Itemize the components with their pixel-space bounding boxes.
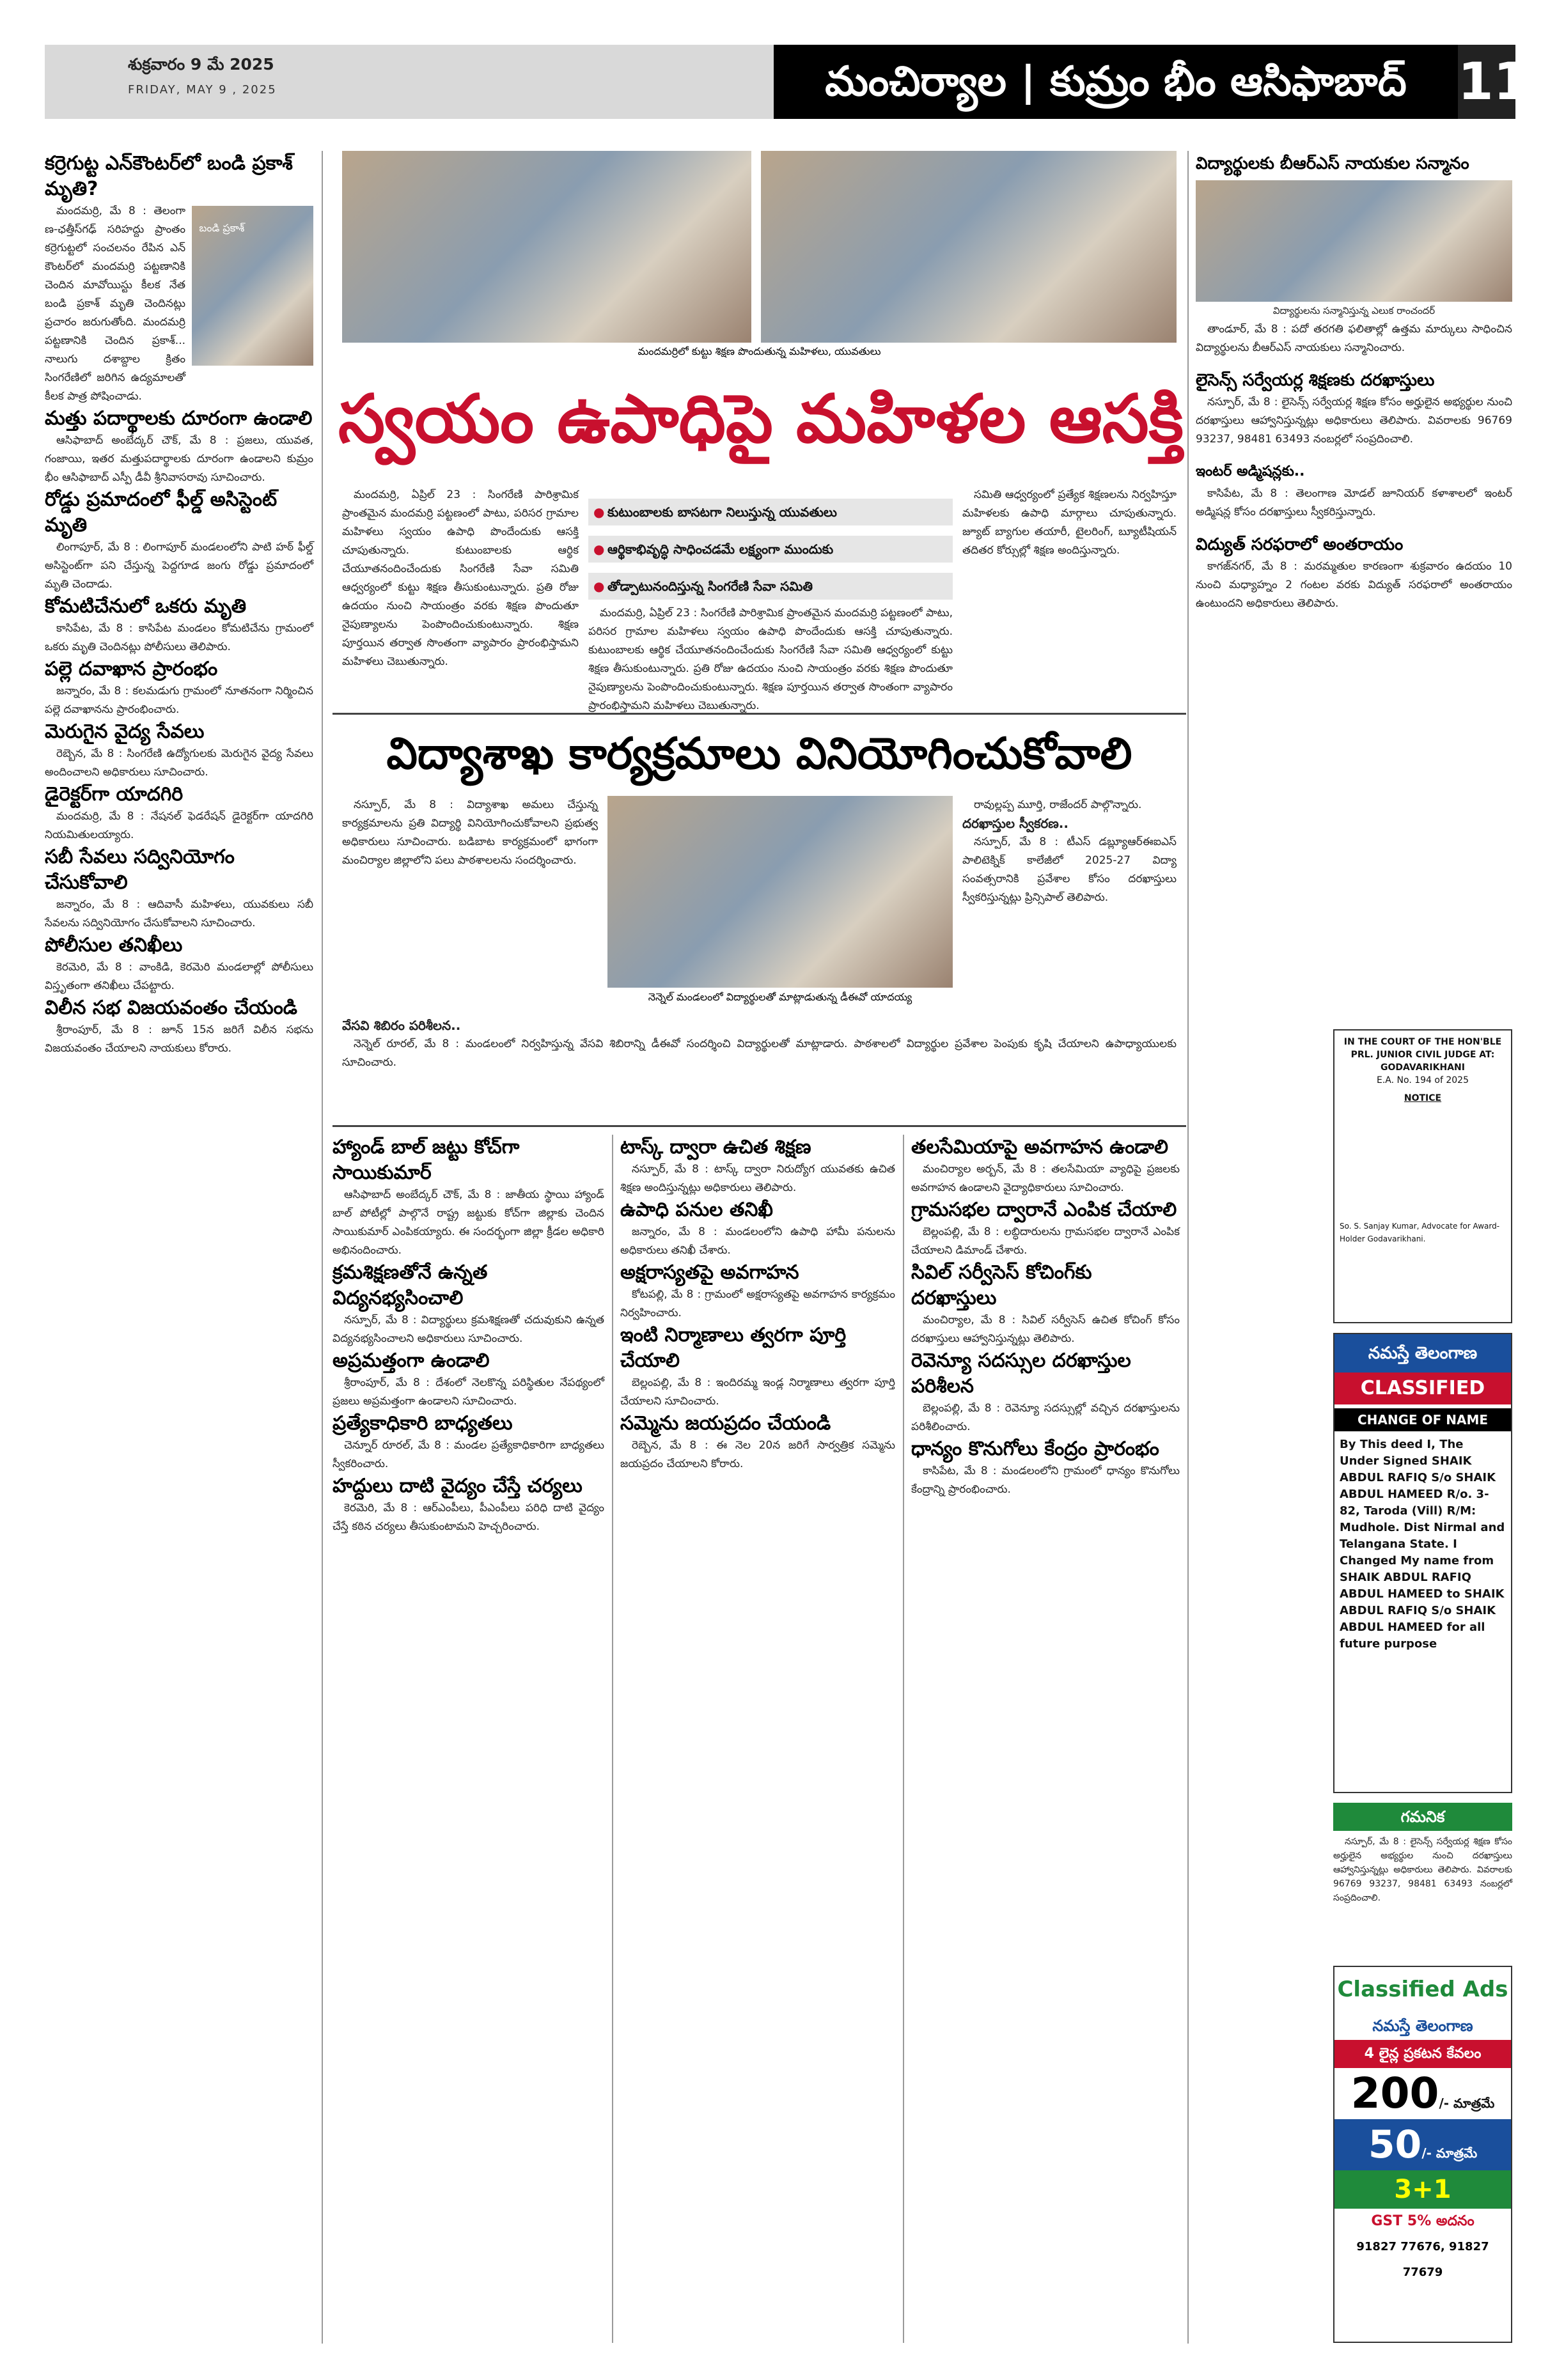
- headline: రోడ్డు ప్రమాదంలో ఫీల్డ్ అసిస్టెంట్ మృతి: [45, 488, 278, 536]
- headline: మెరుగైన వైద్య సేవలు: [45, 720, 205, 743]
- headline: డైరెక్టర్‌గా యాదగిరి: [45, 783, 184, 805]
- story-text: నెన్నెల్ రూరల్, మే 8 : మండలంలో నిర్వహిస్తున్న వేసవి శిబిరాన్ని డీఈవో సందర్శించి విద్యార్థులతో మాట్లాడారు. పాఠశాలలో విద్యార్థుల ప్రవేశాల పెంపుకు కృషి చేయాలని ఉపాధ్యాయులకు సూచించారు.: [342, 1038, 1177, 1069]
- story: [333, 1135, 604, 1260]
- story-text: సమితి ఆధ్వర్యంలో ప్రత్యేక శిక్షణలను నిర్వహిస్తూ మహిళలకు ఉపాధి మార్గాలు చూపుతున్నారు. జ్యూట్ బ్యాగుల తయారీ, టైలరింగ్, బ్యూటీషియన్ తదితర కోర్సుల్లో శిక్షణ అందిస్తున్నారు.: [962, 488, 1177, 557]
- story: [911, 1197, 1180, 1260]
- headline: ధాన్యం కొనుగోలు కేంద్రం ప్రారంభం: [911, 1438, 1159, 1460]
- story-text: బెల్లంపల్లి, మే 8 : ఇందిరమ్మ ఇండ్ల నిర్మాణాలు త్వరగా పూర్తి చేయాలని సూచించారు.: [620, 1376, 895, 1408]
- story-text: బెల్లంపల్లి, మే 8 : లబ్ధిదారులను గ్రామసభల ద్వారానే ఎంపిక చేయాలని డిమాండ్ చేశారు.: [911, 1225, 1180, 1257]
- story: [911, 1348, 1180, 1436]
- court-name: IN THE COURT OF THE HON'BLE PRL. JUNIOR CIVIL JUDGE AT: GODAVARIKHANI: [1343, 1037, 1502, 1073]
- advocate-sign: So. S. Sanjay Kumar, Advocate for Award-Holder Godavarikhani.: [1340, 1222, 1500, 1243]
- price-label: 4 లైన్ల ప్రకటన కేవలం: [1334, 2040, 1511, 2068]
- contact-numbers: 91827 77676, 91827 77679: [1356, 2240, 1489, 2279]
- story-text: మందమర్రి, ఏప్రిల్ 23 : సింగరేణి పారిశ్రామిక ప్రాంతమైన మందమర్రి పట్టణంలో పాటు, పరిసర గ్రామాల మహిళలు స్వయం ఉపాధి పొందేందుకు ఆసక్తి చూపుతున్నారు. కుటుంబాలకు ఆర్థిక చేయూతనందించేందుకు సింగరేణి సేవా సమితి ఆధ్వర్యంలో కుట్టు శిక్షణ తీసుకుంటున్నారు. ప్రతి రోజు ఉదయం నుంచి సాయంత్రం వరకు శిక్షణ పొందుతూ నైపుణ్యాలను పెంపొందించుకుంటున్నారు. శిక్షణ పూర్తయిన తర్వాత సొంతంగా వ్యాపారం ప్రారంభిస్తామని మహిళలు చెబుతున్నారు.: [588, 607, 953, 712]
- story-text: కాగజ్‌నగర్, మే 8 : మరమ్మతుల కారణంగా శుక్రవారం ఉదయం 10 నుంచి మధ్యాహ్నం 2 గంటల వరకు విద్యుత్ సరఫరాలో అంతరాయం ఉంటుందని అధికారులు తెలిపారు.: [1196, 560, 1512, 610]
- story-text: రెబ్బెన, మే 8 : ఈ నెల 20న జరిగే సార్వత్రిక సమ్మెను జయప్రదం చేయాలని కోరారు.: [620, 1439, 895, 1470]
- date-english: FRIDAY, MAY 9 , 2025: [128, 83, 277, 97]
- highlight-item: ● తోడ్పాటునందిస్తున్న సింగరేణి సేవా సమితి: [588, 573, 953, 600]
- col1-story-10: [45, 995, 313, 1058]
- extra-price: 50: [1368, 2122, 1422, 2167]
- middle-column-3: [911, 1135, 1180, 2343]
- school-visit-photo: [607, 796, 953, 988]
- story-text: మందమర్రి, ఏప్రిల్ 23 : సింగరేణి పారిశ్రామిక ప్రాంతమైన మందమర్రి పట్టణంలో పాటు, పరిసర గ్రామాల మహిళలు స్వయం ఉపాధి పొందేందుకు ఆసక్తి చూపుతున్నారు. కుటుంబాలకు ఆర్థిక చేయూతనందించేందుకు సింగరేణి సేవా సమితి ఆధ్వర్యంలో కుట్టు శిక్షణ తీసుకుంటున్నారు. ప్రతి రోజు ఉదయం నుంచి సాయంత్రం వరకు శిక్షణ పొందుతూ నైపుణ్యాలను పెంపొందించుకుంటున్నారు. శిక్షణ పూర్తయిన తర్వాత సొంతంగా వ్యాపారం ప్రారంభిస్తామని మహిళలు చెబుతున్నారు.: [342, 488, 579, 668]
- headline: హ్యాండ్ బాల్ జట్టు కోచ్‌గా సాయికుమార్: [333, 1136, 520, 1184]
- column-divider: [903, 1135, 904, 2343]
- story1-text-a: [342, 486, 579, 703]
- story-text: రావుల్లప్ప మూర్తి, రాజేందర్ పాల్గొన్నారు.: [974, 798, 1142, 811]
- story-text: లింగాపూర్, మే 8 : లింగాపూర్ మండలంలోని పాటి హఠ్ ఫీల్డ్ అసిస్టెంట్‌గా పని చేస్తున్న పెద్దగూడ జంగు రోడ్డు ప్రమాదంలో మృతి చెందాడు.: [45, 541, 313, 591]
- column-divider: [612, 1135, 613, 2343]
- page-number: 11: [1458, 45, 1515, 119]
- gamanika-text: [1333, 1835, 1512, 1956]
- story: [911, 1135, 1180, 1197]
- headline: ప్రత్యేకాధికారి బాధ్యతలు: [333, 1412, 513, 1435]
- story: [620, 1411, 895, 1474]
- photo-caption: నెన్నెల్ మండలంలో విద్యార్థులతో మాట్లాడుతున్న డీఈవో యాదయ్య: [648, 991, 912, 1003]
- story-text: మందమర్రి, మే 8 : తెలంగా ణ-ఛత్తీస్‌గఢ్ సరిహద్దు ప్రాంతం కర్రెగుట్టలో సంచలనం రేపిన ఎన్ కౌంటర్‌లో మందమర్రి పట్టణానికి చెందిన మావోయిస్టు కీలక నేత బండి ప్రకాశ్ మృతి చెందినట్లు ప్రచారం జరుగుతోంది. మందమర్రి పట్టణానికి చెందిన ప్రకాశ్... నాలుగు దశాబ్దాల క్రితం సింగరేణిలో జరిగిన ఉద్యమాలతో కీలక పాత్ర పోషించాడు.: [45, 205, 185, 403]
- headline: గ్రామసభల ద్వారానే ఎంపిక చేయాలి: [911, 1199, 1177, 1221]
- photo-caption: మందమర్రిలో కుట్టు శిక్షణ పొందుతున్న మహిళలు, యువతులు: [638, 345, 881, 357]
- story1-text-c: [962, 486, 1177, 703]
- story-text: శ్రీరాంపూర్, మే 8 : జూన్ 15న జరిగే విలీన సభను విజయవంతం చేయాలని నాయకులు కోరారు.: [45, 1023, 313, 1055]
- headline: కోమటిచేనులో ఒకరు మృతి: [45, 595, 247, 618]
- story: [620, 1135, 895, 1197]
- middle-column-1: [333, 1135, 604, 2343]
- subhead: దరఖాస్తుల స్వీకరణ..: [962, 816, 1068, 831]
- story-text: మంచిర్యాల, మే 8 : సివిల్ సర్వీసెస్ ఉచిత కోచింగ్ కోసం దరఖాస్తులు ఆహ్వానిస్తున్నట్లు తెలిపారు.: [911, 1314, 1180, 1345]
- story: [911, 1260, 1180, 1348]
- subhead: వేసవి శిబిరం పరిశీలన..: [342, 1018, 461, 1033]
- headline: విద్యార్థులకు బీఆర్‌ఎస్ నాయకుల సన్మానం: [1196, 154, 1469, 173]
- story-text: నస్పూర్, మే 8 : లైసెన్స్ సర్వేయర్ల శిక్షణ కోసం అర్హులైన అభ్యర్థుల నుంచి దరఖాస్తులు ఆహ్వానిస్తున్నట్లు అధికారులు తెలిపారు. వివరాలకు 96769 93237, 98481 63493 నంబర్లలో సంప్రదించాలి.: [1196, 396, 1512, 446]
- headline: హద్దులు దాటి వైద్యం చేస్తే చర్యలు: [333, 1475, 583, 1497]
- classified-ad-panel: [1333, 1333, 1512, 1793]
- story-text: మందమర్రి, మే 8 : నేషనల్ ఫెడరేషన్ డైరెక్టర్‌గా యాదగిరి నియమితులయ్యారు.: [45, 810, 313, 841]
- story-text: కాసిపేట, మే 8 : తెలంగాణ మోడల్ జూనియర్ కళాశాలలో ఇంటర్ అడ్మిషన్ల కోసం దరఖాస్తులు స్వీకరిస్తున్నారు.: [1196, 487, 1512, 518]
- headline: కర్రెగుట్ట ఎన్‌కౌంటర్‌లో బండి ప్రకాశ్ మృతి?: [45, 152, 293, 200]
- story-text: మంచిర్యాల అర్బన్, మే 8 : తలసేమియా వ్యాధిపై ప్రజలకు అవగాహన ఉండాలని వైద్యాధికారులు సూచించారు.: [911, 1163, 1180, 1194]
- photo-caption: విద్యార్థులను సన్మానిస్తున్న ఎలుక రాంచందర్: [1272, 305, 1436, 316]
- extra-line-row: [1334, 2119, 1511, 2170]
- classified-banner: CLASSIFIED: [1334, 1373, 1511, 1404]
- highlights-list: [588, 499, 953, 610]
- date-telugu: శుక్రవారం 9 మే 2025: [128, 55, 274, 74]
- section-masthead: మంచిర్యాల | కుమ్రం భీం ఆసిఫాబాద్: [774, 45, 1458, 119]
- section-rule: [333, 1125, 1186, 1127]
- headline: ఇంటి నిర్మాణాలు త్వరగా పూర్తి చేయాలి: [620, 1324, 847, 1372]
- headline: పోలీసుల తనిఖీలు: [45, 934, 183, 956]
- story2-text-d: [342, 1016, 1177, 1119]
- highlight-item: ● ఆర్థికాభివృద్ధి సాధించడమే లక్ష్యంగా ముందుకు: [588, 536, 953, 563]
- col1-story-7: [45, 782, 313, 844]
- headline: సివిల్ సర్వీసెస్ కోచింగ్‌కు దరఖాస్తులు: [911, 1261, 1092, 1309]
- story-text: ఆసిఫాబాద్ అంబేద్కర్ చౌక్, మే 8 : జాతీయ స్థాయి హ్యాండ్ బాల్ పోటీల్లో పాల్గొనే రాష్ట్ర జట్టుకు కోచ్‌గా జిల్లాకు చెందిన సాయికుమార్ ఎంపికయ్యారు. ఈ సందర్భంగా జిల్లా క్రీడల అధికారి అభినందించారు.: [333, 1188, 604, 1257]
- story-text: కెరమెరి, మే 8 : వాంకిడి, కెరమెరి మండలాల్లో పోలీసులు విస్తృతంగా తనిఖీలు చేపట్టారు.: [45, 961, 313, 992]
- story1-text-b: [588, 604, 953, 712]
- classified-rates-ad: [1333, 1966, 1512, 2343]
- highlight-item: ● కుటుంబాలకు బాసటగా నిలుస్తున్న యువతులు: [588, 499, 953, 525]
- headline: అక్షరాస్యతపై అవగాహన: [620, 1261, 799, 1284]
- paper-brand: నమస్తే తెలంగాణ: [1372, 2017, 1473, 2035]
- main-headline: స్వయం ఉపాధిపై మహిళల ఆసక్తి: [338, 380, 1184, 458]
- story-text: జన్నారం, మే 8 : మండలంలోని ఉపాధి హామీ పనులను అధికారులు తనిఖీ చేశారు.: [620, 1225, 895, 1257]
- col1-story-6: [45, 719, 313, 782]
- price-row: [1334, 2068, 1511, 2119]
- headline: క్రమశిక్షణతోనే ఉన్నత విద్యనభ్యసించాలి: [333, 1261, 488, 1309]
- headline: విద్యుత్ సరఫరాలో అంతరాయం: [1196, 535, 1404, 554]
- headline: సబీ సేవలు సద్వినియోగం చేసుకోవాలి: [45, 846, 235, 894]
- felicitation-photo: [1196, 180, 1512, 302]
- training-photo-right: [761, 151, 1177, 343]
- headline: పల్లె దవాఖాన ప్రారంభం: [45, 658, 218, 680]
- story: [333, 1411, 604, 1474]
- col1-story-1: [45, 151, 313, 406]
- column-divider: [1187, 151, 1189, 2344]
- col1-story-9: [45, 933, 313, 995]
- story-text: తాండూర్, మే 8 : పదో తరగతి ఫలితాల్లో ఉత్తమ మార్కులు సాధించిన విద్యార్థులను బీఆర్‌ఎస్ నాయకులు సన్మానించారు.: [1196, 323, 1512, 354]
- section-rule: [333, 713, 1186, 715]
- story-text: ఆసిఫాబాద్ అంబేద్కర్ చౌక్, మే 8 : ప్రజలు, యువత, గంజాయి, ఇతర మత్తుపదార్థాలకు దూరంగా ఉండాలని కుమ్రం భీం ఆసిఫాబాద్ ఎస్పీ డీవీ శ్రీనివాసరావు సూచించారు.: [45, 434, 313, 484]
- story-text: నస్పూర్, మే 8 : విద్యార్థులు క్రమశిక్షణతో చదువుకుని ఉన్నత విద్యనభ్యసించాలని అధికారులు సూచించారు.: [333, 1314, 604, 1345]
- notice-band: గమనిక: [1333, 1803, 1512, 1831]
- col1-story-5: [45, 657, 313, 719]
- story2-text-c: [962, 796, 1177, 1013]
- headline: లైసెన్స్ సర్వేయర్ల శిక్షణకు దరఖాస్తులు: [1196, 371, 1435, 390]
- page-header: [45, 45, 1530, 119]
- story-text: నస్పూర్, మే 8 : టీఎస్ డబ్ల్యూఆర్‌ఈఐఎస్ పాలిటెక్నిక్ కాలేజీలో 2025-27 విద్యా సంవత్సరానికి ప్రవేశాల కోసం దరఖాస్తులు స్వీకరిస్తున్నట్లు ప్రిన్సిపాల్ తెలిపారు.: [962, 836, 1177, 904]
- headline: విలీన సభ విజయవంతం చేయండి: [45, 997, 297, 1019]
- story-text: శ్రీరాంపూర్, మే 8 : దేశంలో నెలకొన్న పరిస్థితుల నేపథ్యంలో ప్రజలు అప్రమత్తంగా ఉండాలని సూచించారు.: [333, 1376, 604, 1408]
- story: [333, 1474, 604, 1536]
- paper-brand: నమస్తే తెలంగాణ: [1334, 1334, 1511, 1373]
- change-of-name-text: By This deed I, The Under Signed SHAIK ABDUL RAFIQ S/o SHAIK ABDUL HAMEED R/o. 3-82, Taroda (Vill) R/M: Mudhole. Dist Nirmal and Telangana State. I Changed My name from SHAIK ABDUL RAFIQ ABDUL HAMEED to SHAIK ABDUL RAFIQ S/o SHAIK ABDUL HAMEED for all future purpose: [1340, 1438, 1505, 1651]
- story-text: నస్పూర్, మే 8 : టాస్క్ ద్వారా నిరుద్యోగ యువతకు ఉచిత శిక్షణ అందిస్తున్నట్లు అధికారులు తెలిపారు.: [620, 1163, 895, 1194]
- change-of-name-title: CHANGE OF NAME: [1334, 1408, 1511, 1431]
- story-text: జన్నారం, మే 8 : ఆదివాసీ మహిళలు, యువకులు సబీ సేవలను సద్వినియోగం చేసుకోవాలని సూచించారు.: [45, 898, 313, 929]
- classified-ads-logo: Classified Ads: [1337, 1977, 1508, 2002]
- story-text: కెరమెరి, మే 8 : ఆర్‌ఎంపీలు, పీఎంపీలు పరిధి దాటి వైద్యం చేస్తే కఠిన చర్యలు తీసుకుంటామని హెచ్చరించారు.: [333, 1502, 604, 1533]
- story: [620, 1260, 895, 1323]
- price-suffix: /- మాత్రమే: [1439, 2096, 1495, 2111]
- price-suffix: /- మాత్రమే: [1421, 2145, 1478, 2161]
- story: [620, 1197, 895, 1260]
- headline: మత్తు పదార్థాలకు దూరంగా ఉండాలి: [45, 407, 313, 430]
- story-text: నస్పూర్, మే 8 : విద్యాశాఖ అమలు చేస్తున్న కార్యక్రమాలను ప్రతి విద్యార్థి వినియోగించుకోవాలని ప్రభుత్వ అధికారులు సూచించారు. బడిబాట కార్యక్రమంలో భాగంగా మంచిర్యాల జిల్లాలోని పలు పాఠశాలలను సందర్శించారు.: [342, 798, 598, 867]
- story-text: కోటపల్లి, మే 8 : గ్రామంలో అక్షరాస్యతపై అవగాహన కార్యక్రమం నిర్వహించారు.: [620, 1288, 895, 1319]
- headline: ఉపాధి పనుల తనిఖీ: [620, 1199, 773, 1221]
- gst-note: GST 5% అదనం: [1371, 2213, 1475, 2229]
- story-text: కాసిపేట, మే 8 : మండలంలోని గ్రామంలో ధాన్యం కొనుగోలు కేంద్రాన్ని ప్రారంభించారు.: [911, 1465, 1180, 1496]
- middle-column-2: [620, 1135, 895, 2343]
- col1-story-2: [45, 406, 313, 487]
- story: [620, 1323, 895, 1411]
- story: [911, 1436, 1180, 1499]
- price-value: 200: [1350, 2069, 1439, 2118]
- case-number: E.A. No. 194 of 2025: [1377, 1075, 1469, 1085]
- story-text: నస్పూర్, మే 8 : లైసెన్స్ సర్వేయర్ల శిక్షణ కోసం అర్హులైన అభ్యర్థుల నుంచి దరఖాస్తులు ఆహ్వానిస్తున్నట్లు అధికారులు తెలిపారు. వివరాలకు 96769 93237, 98481 63493 నంబర్లలో సంప్రదించాలి.: [1333, 1837, 1512, 1903]
- story: [333, 1348, 604, 1411]
- headline: రెవెన్యూ సదస్సుల దరఖాస్తుల పరిశీలన: [911, 1349, 1131, 1397]
- story-text: రెబ్బెన, మే 8 : సింగరేణి ఉద్యోగులకు మెరుగైన వైద్య సేవలు అందించాలని అధికారులు సూచించారు.: [45, 747, 313, 779]
- col1-story-4: [45, 594, 313, 657]
- col1-story-8: [45, 844, 313, 933]
- story-text: బెల్లంపల్లి, మే 8 : రెవెన్యూ సదస్సుల్లో వచ్చిన దరఖాస్తులను పరిశీలించారు.: [911, 1402, 1180, 1433]
- story2-text-a: [342, 796, 598, 1013]
- column-divider: [322, 151, 323, 2344]
- left-column: [45, 151, 313, 2344]
- story: [333, 1260, 604, 1348]
- headline: తలసేమియాపై అవగాహన ఉండాలి: [911, 1136, 1169, 1158]
- headline: ఇంటర్ అడ్మిషన్లకు..: [1196, 463, 1305, 479]
- headline: టాస్క్ ద్వారా ఉచిత శిక్షణ: [620, 1136, 811, 1158]
- headline: అప్రమత్తంగా ఉండాలి: [333, 1349, 490, 1372]
- court-notice: [1333, 1029, 1512, 1323]
- headline: సమ్మెను జయప్రదం చేయండి: [620, 1412, 831, 1435]
- story-text: చెన్నూర్ రూరల్, మే 8 : మండల ప్రత్యేకాధికారిగా బాధ్యతలు స్వీకరించారు.: [333, 1439, 604, 1470]
- story-text: కాసిపేట, మే 8 : కాసిపేట మండలం కోమటిచేను గ్రామంలో ఒకరు మృతి చెందినట్లు పోలీసులు తెలిపారు.: [45, 622, 313, 653]
- education-headline: విద్యాశాఖ కార్యక్రమాలు వినియోగించుకోవాలి: [386, 729, 1132, 779]
- notice-title: NOTICE: [1404, 1093, 1442, 1103]
- col1-story-3: [45, 487, 313, 594]
- story-text: జన్నారం, మే 8 : కలమడుగు గ్రామంలో నూతనంగా నిర్మించిన పల్లె దవాఖానను ప్రారంభించారు.: [45, 685, 313, 716]
- portrait-photo: బండి ప్రకాశ్: [192, 206, 313, 366]
- offer-badge: 3+1: [1334, 2170, 1511, 2209]
- training-photo-left: [342, 151, 751, 343]
